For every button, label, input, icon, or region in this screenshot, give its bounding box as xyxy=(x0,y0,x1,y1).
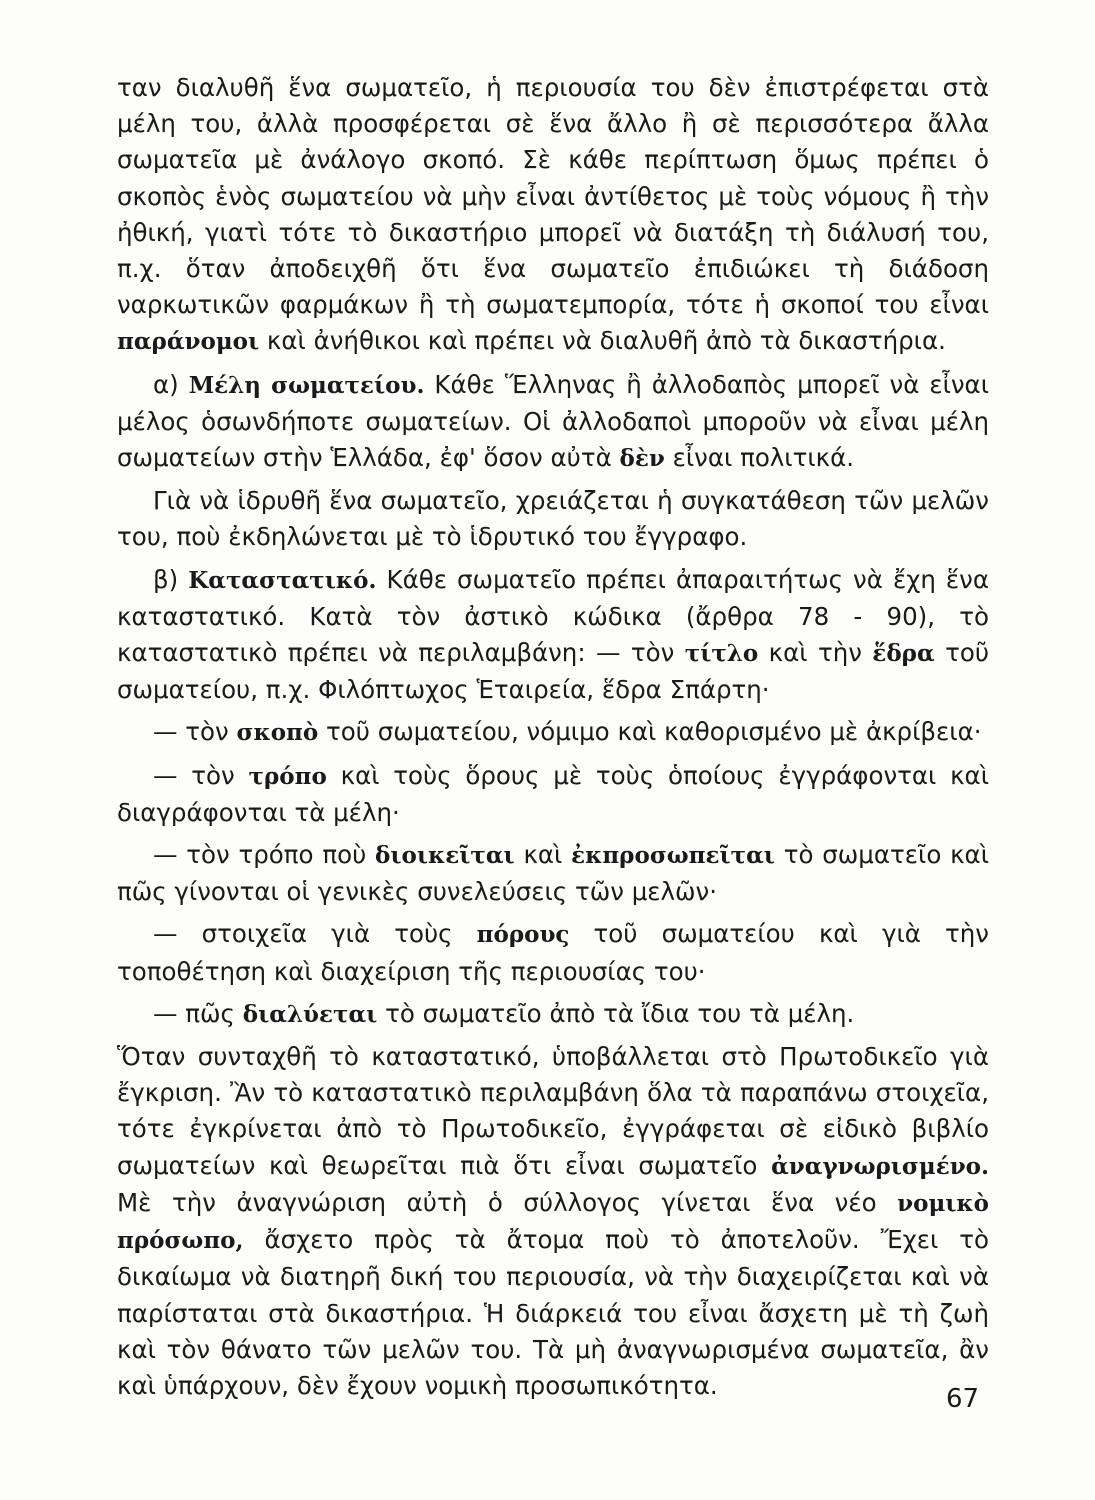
text-run: τοῦ σωματείου, π.χ. Φιλόπτωχος Ἑταιρεία, ἕδρα Σπάρτη· xyxy=(117,638,989,705)
statute-item-purpose xyxy=(117,714,989,751)
text-run: τὸ σωματεῖο καὶ πῶς γίνονται οἱ γενικὲς συνελεύσεις τῶν μελῶν· xyxy=(117,840,989,907)
page-text xyxy=(117,70,989,1404)
bold-term: τίτλο xyxy=(684,640,759,668)
text-run: Ὅταν συνταχθῆ τὸ καταστατικό, ὑποβάλλεται στὸ Πρωτοδικεῖο γιὰ ἔγκριση. Ἂν τὸ καταστατικὸ περιλαμβάνη ὅλα τὰ παραπάνω στοιχεῖα, τότε ἐγκρίνεται ἀπὸ τὸ Πρωτοδικεῖο, ἐγγράφεται σὲ εἰδικὸ βιβλίο σωματείων καὶ θεωρεῖται πιὰ ὅτι εἶναι σωματεῖο xyxy=(117,1042,989,1180)
paragraph-members xyxy=(117,367,989,478)
text-run: — τὸν xyxy=(153,760,249,790)
text-run: β) xyxy=(153,564,189,594)
bold-term: διοικεῖται xyxy=(375,842,515,870)
bold-term: σκοπὸ xyxy=(236,719,319,747)
text-run: τὸ σωματεῖο ἀπὸ τὰ ἴδια του τὰ μέλη. xyxy=(377,998,855,1028)
text-run: τοῦ σωματείου καὶ γιὰ τὴν τοποθέτηση καὶ διαχείριση τῆς περιουσίας του· xyxy=(117,919,989,986)
bold-term: τρόπο xyxy=(248,762,327,790)
text-run: Κάθε Ἕλληνας ἢ ἀλλοδαπὸς μπορεῖ νὰ εἶναι μέλος ὁσωνδήποτε σωματείων. Οἱ ἀλλοδαποὶ μποροῦν νὰ εἶναι μέλη σωματείων στὴν Ἑλλάδα, ἐφ' ὅσον αὐτὰ xyxy=(117,369,989,473)
text-run: — πῶς xyxy=(153,998,243,1028)
statute-item-administration xyxy=(117,837,989,910)
text-run: ἄσχετο πρὸς τὰ ἄτομα ποὺ τὸ ἀποτελοῦν. Ἔχει τὸ δικαίωμα νὰ διατηρῆ δική του περιουσία, νὰ τὴν διαχειρίζεται καὶ νὰ παρίσταται στὰ δικαστήρια. Ἡ διάρκειά του εἶναι ἄσχετη μὲ τὴ ζωὴ καὶ τὸν θάνατο τῶν μελῶν του. Τὰ μὴ ἀναγνωρισμένα σωματεῖα, ἂν καὶ ὑπάρχουν, δὲν ἔχουν νομικὴ προσωπικότητα. xyxy=(117,1225,989,1400)
text-run: καὶ τὴν xyxy=(758,638,873,668)
text-run: — στοιχεῖα γιὰ τοὺς xyxy=(153,919,477,949)
bold-term: Καταστατικό. xyxy=(188,566,377,594)
bold-term: ἀναγνωρισμένο. xyxy=(771,1152,989,1180)
bold-term: διαλύεται xyxy=(242,1000,378,1028)
statute-item-membership xyxy=(117,758,989,831)
text-run: Μὲ τὴν ἀναγνώριση αὐτὴ ὁ σύλλογος γίνεται ἕνα νέο xyxy=(117,1187,898,1217)
page-number: 67 xyxy=(946,1384,980,1414)
bold-term: νομικὸ πρόσωπο, xyxy=(117,1189,989,1255)
paragraph-statute xyxy=(117,562,989,709)
text-run: καὶ xyxy=(514,840,572,870)
text-run: ταν διαλυθῆ ἕνα σωματεῖο, ἡ περιουσία του δὲν ἐπιστρέφεται στὰ μέλη του, ἀλλὰ προσφέρεται σὲ ἕνα ἄλλο ἢ σὲ περισσότερα ἄλλα σωματεῖα μὲ ἀνάλογο σκοπό. Σὲ κάθε περίπτωση ὅμως πρέπει ὁ σκοπὸς ἑνὸς σωματείου νὰ μὴν εἶναι ἀντίθετος μὲ τοὺς νόμους ἢ τὴν ἠθική, γιατὶ τότε τὸ δικαστήριο μπορεῖ νὰ διατάξη τὴ διάλυσή του, π.χ. ὅταν ἀποδειχθῆ ὅτι ἕνα σωματεῖο ἐπιδιώκει τὴ διάδοση ναρκωτικῶν φαρμάκων ἢ τὴ σωματεμπορία, τότε ἡ σκοποί του εἶναι xyxy=(117,73,989,320)
paragraph-founding xyxy=(117,483,989,555)
paragraph-recognition xyxy=(117,1039,989,1404)
text-run: καὶ τοὺς ὅρους μὲ τοὺς ὁποίους ἐγγράφονται καὶ διαγράφονται τὰ μέλη· xyxy=(117,760,989,827)
bold-term: δὲν xyxy=(619,445,665,473)
statute-item-dissolution xyxy=(117,996,989,1033)
statute-item-resources xyxy=(117,916,989,989)
bold-term: ἐκπροσωπεῖται xyxy=(571,842,775,870)
bold-term: παράνομοι xyxy=(117,328,260,356)
text-run: εἶναι πολιτικά. xyxy=(664,443,855,473)
bold-term: ἕδρα xyxy=(872,640,935,668)
bold-term: Μέλη σωματείου. xyxy=(188,371,425,399)
text-run: α) xyxy=(153,369,189,399)
text-run: τοῦ σωματείου, νόμιμο καὶ καθορισμένο μὲ ἀκρίβεια· xyxy=(318,717,982,747)
paragraph-dissolution xyxy=(117,70,989,361)
text-run: Γιὰ νὰ ἱδρυθῆ ἕνα σωματεῖο, χρειάζεται ἡ συγκατάθεση τῶν μελῶν του, ποὺ ἐκδηλώνεται μὲ τὸ ἱδρυτικό του ἔγγραφο. xyxy=(117,486,989,552)
text-run: καὶ ἀνήθικοι καὶ πρέπει νὰ διαλυθῆ ἀπὸ τὰ δικαστήρια. xyxy=(259,326,946,356)
text-run: — τὸν xyxy=(153,717,237,747)
text-run: Κάθε σωματεῖο πρέπει ἀπαραιτήτως νὰ ἔχη ἕνα καταστατικό. Κατὰ τὸν ἀστικὸ κώδικα (ἄρθρα 78 - 90), τὸ καταστατικὸ πρέπει νὰ περιλαμβάνη: — τὸν xyxy=(117,564,990,668)
bold-term: πόρους xyxy=(476,921,570,949)
text-run: — τὸν τρόπο ποὺ xyxy=(153,840,376,870)
